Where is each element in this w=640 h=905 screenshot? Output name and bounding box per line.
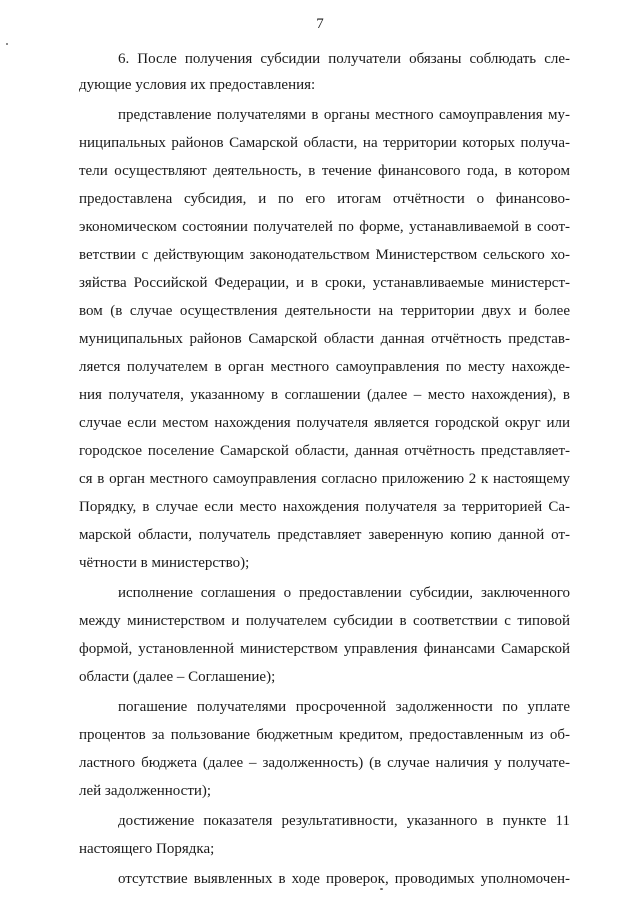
scan-speck: [380, 888, 383, 890]
text-line: Порядку, в случае если место нахождения получателя за территорией Са-: [79, 499, 570, 515]
text-line: зяйства Российской Федерации, и в сроки, устанавливаемые министерст-: [79, 275, 570, 291]
text-line: чётности в министерство);: [79, 555, 250, 571]
text-line: области (далее – Соглашение);: [79, 669, 276, 685]
text-line: достижение показателя результативности, указанного в пункте 11: [118, 813, 570, 829]
text-line: исполнение соглашения о предоставлении субсидии, заключенного: [118, 585, 570, 601]
text-line: погашение получателями просроченной задолженности по уплате: [118, 699, 570, 715]
text-line: формой, установленной министерством управления финансами Самарской: [79, 641, 570, 657]
text-line: представление получателями в органы местного самоуправления му-: [118, 107, 570, 123]
text-line: вом (в случае осуществления деятельности на территории двух и более: [79, 303, 570, 319]
text-line: между министерством и получателем субсидии в соответствии с типовой: [79, 613, 570, 629]
text-line: 6. После получения субсидии получатели обязаны соблюдать сле-: [118, 51, 570, 67]
text-line: городское поселение Самарской области, данная отчётность представляет-: [79, 443, 570, 459]
page-number: 7: [316, 16, 324, 32]
text-line: предоставлена субсидия, и по его итогам отчётности о финансово-: [79, 191, 570, 207]
text-line: дующие условия их предоставления:: [79, 77, 316, 93]
text-line: муниципальных районов Самарской области данная отчётность представ-: [79, 331, 570, 347]
text-line: лей задолженности);: [79, 783, 212, 799]
text-line: ся в орган местного самоуправления согласно приложению 2 к настоящему: [79, 471, 570, 487]
text-line: ния получателя, указанному в соглашении (далее – место нахождения), в: [79, 387, 570, 403]
text-line: марской области, получатель представляет заверенную копию данной от-: [79, 527, 570, 543]
text-line: ластного бюджета (далее – задолженность) (в случае наличия у получате-: [79, 755, 570, 771]
scan-speck: [6, 43, 8, 45]
text-line: процентов за пользование бюджетным кредитом, предоставленным из об-: [79, 727, 570, 743]
text-line: ниципальных районов Самарской области, на территории которых получа-: [79, 135, 570, 151]
text-line: случае если местом нахождения получателя является городской округ или: [79, 415, 570, 431]
text-line: тели осуществляют деятельность, в течение финансового года, в котором: [79, 163, 570, 179]
text-line: отсутствие выявленных в ходе проверок, проводимых уполномочен-: [118, 871, 570, 887]
text-line: экономическом состоянии получателей по форме, устанавливаемой в соот-: [79, 219, 570, 235]
text-line: ляется получателем в орган местного самоуправления по месту нахожде-: [79, 359, 570, 375]
text-line: ветствии с действующим законодательством Министерством сельского хо-: [79, 247, 570, 263]
text-line: настоящего Порядка;: [79, 841, 215, 857]
